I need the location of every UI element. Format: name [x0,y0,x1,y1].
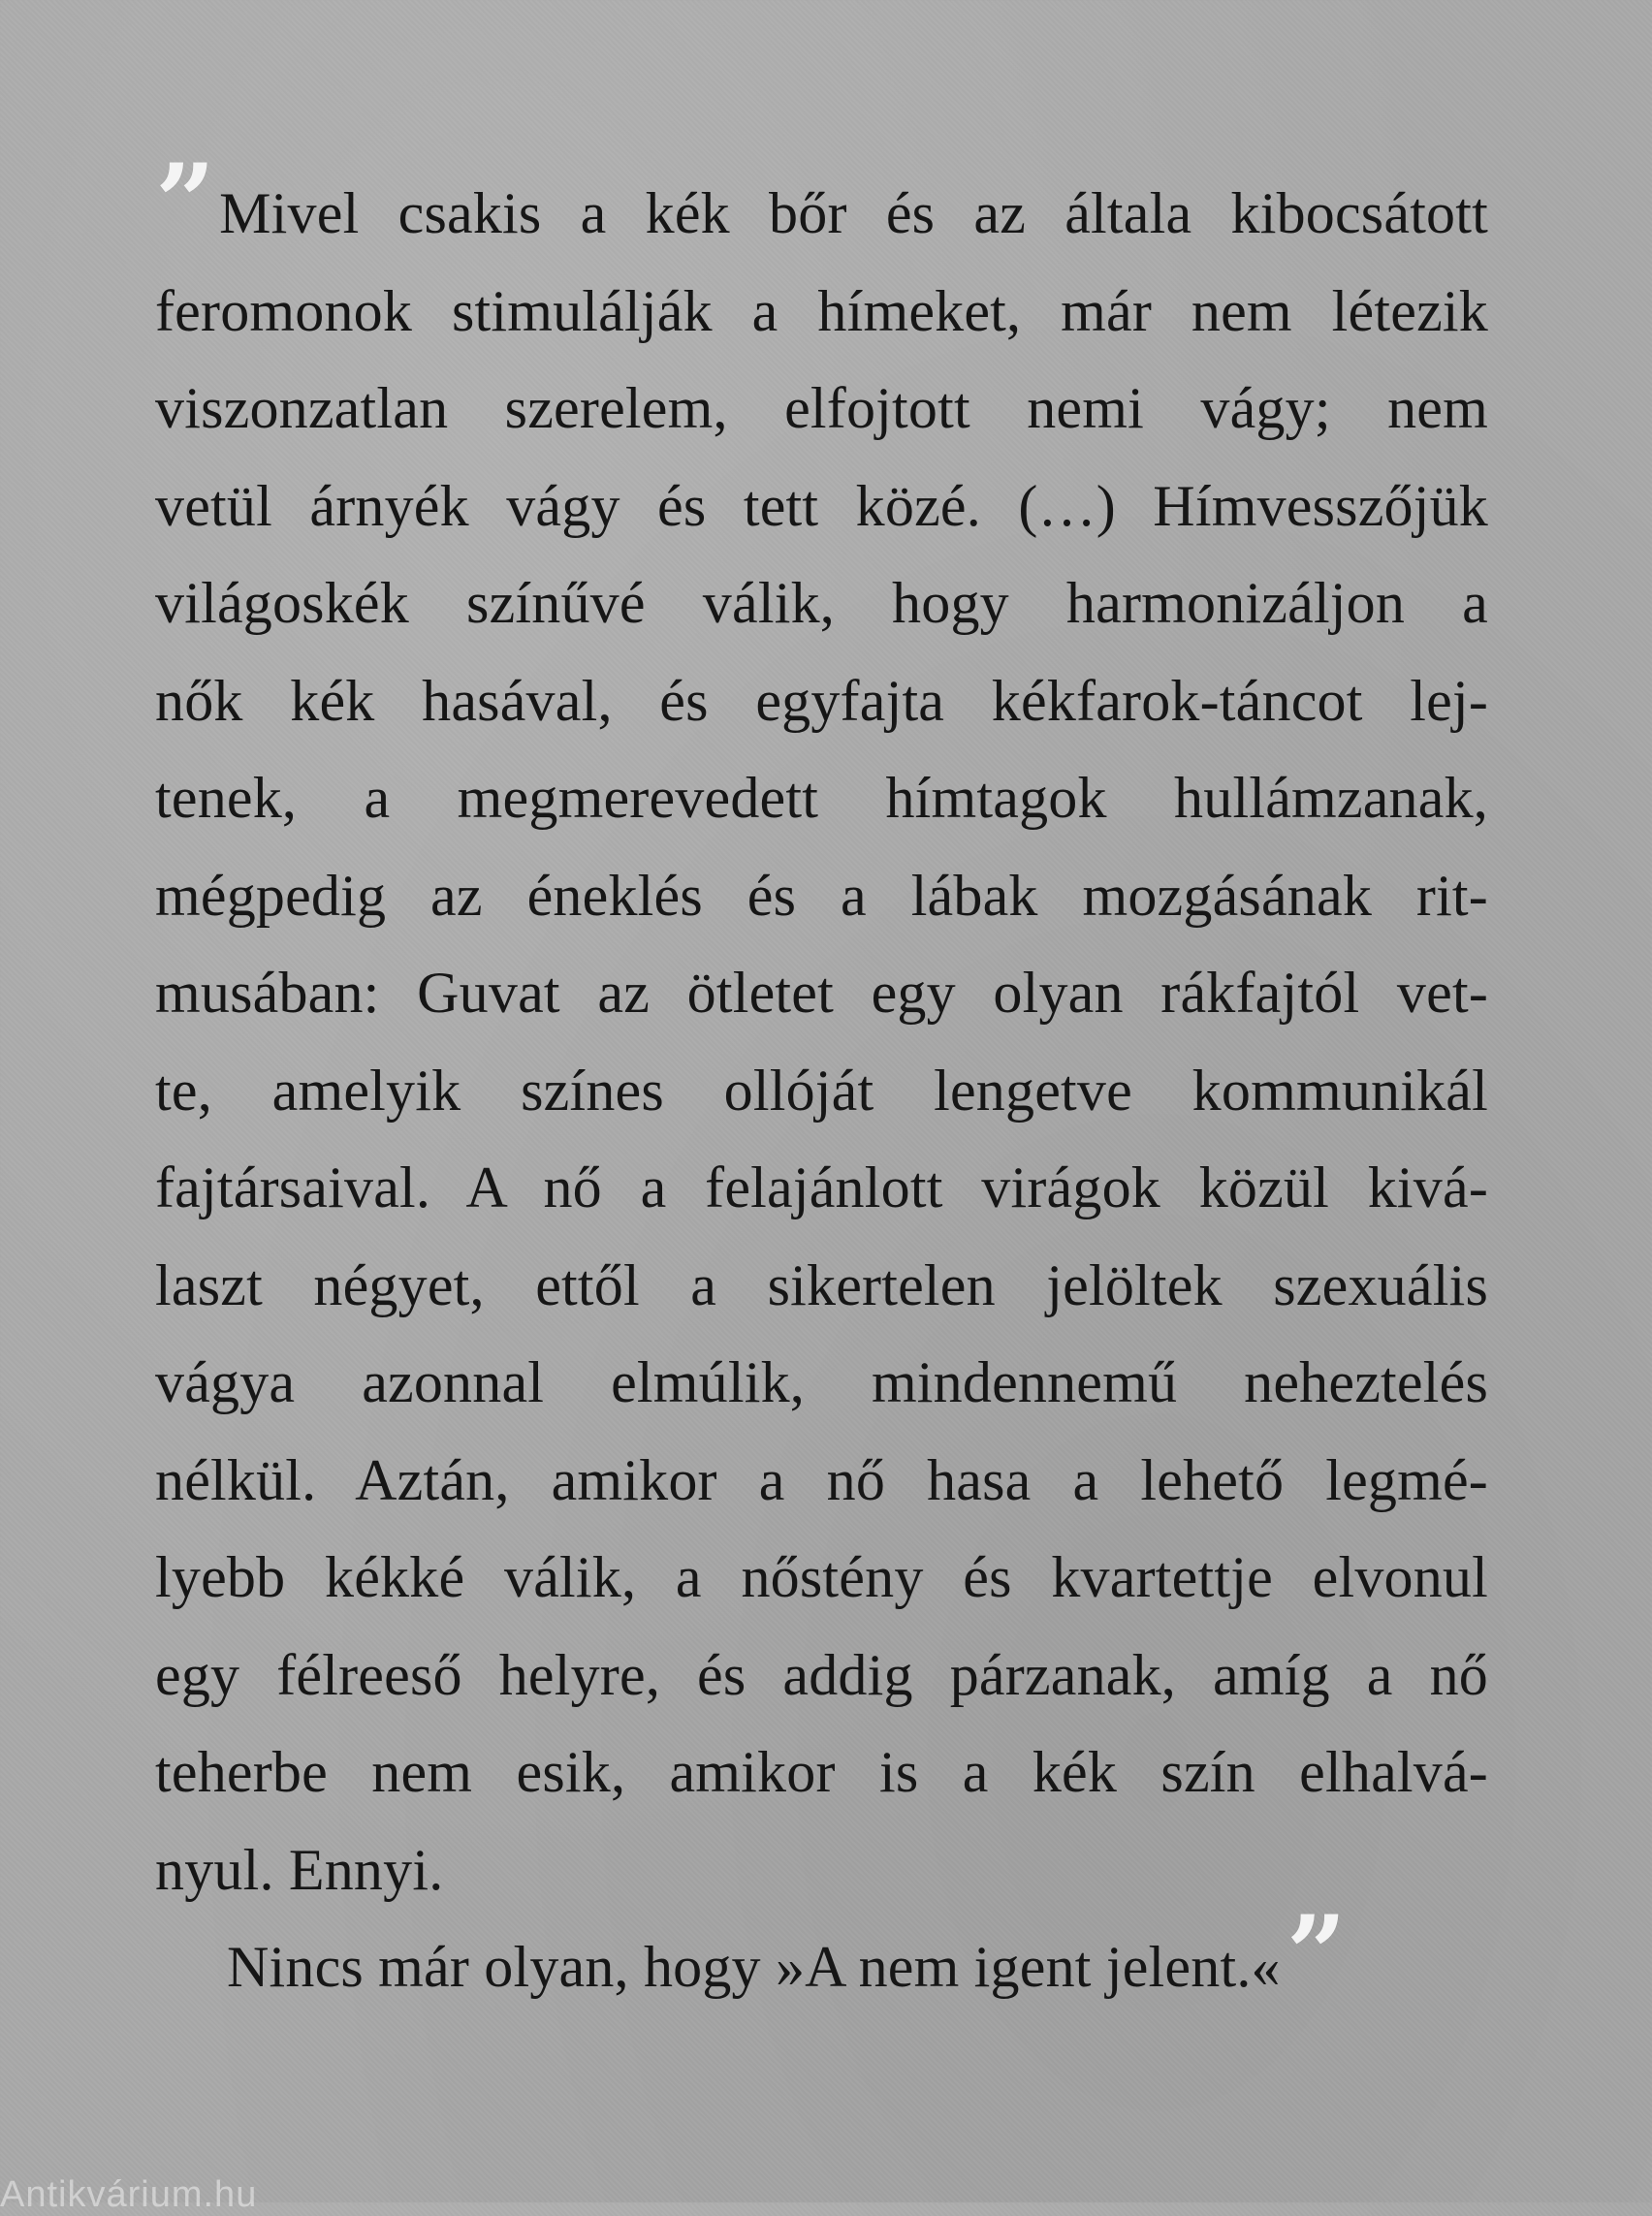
quote-line: tenek, a megmerevedett hímtagok hullámzanak, [155,766,1488,830]
quote-line: musában: Guvat az ötletet egy olyan rákfajtól vet- [155,961,1488,1025]
quote-line: feromonok stimulálják a hímeket, már nem létezik [155,278,1488,343]
quote-line: fajtársaival. A nő a felajánlott virágok közül kivá- [155,1155,1488,1219]
quote-closing-line: Nincs már olyan, hogy »A nem igent jelent.«” [227,1893,1341,2015]
open-quote-mark: ” [155,142,210,264]
close-quote-mark: ” [1286,1893,1341,2015]
quote-line: világoskék színűvé válik, hogy harmonizáljon a [155,571,1488,635]
quote-line: viszonzatlan szerelem, elfojtott nemi vágy; nem [155,376,1488,440]
quote-line: vágya azonnal elmúlik, mindennemű neheztelés [155,1350,1488,1414]
quote-line: nélkül. Aztán, amikor a nő hasa a lehető legmé- [155,1447,1488,1512]
quote-line: ” Mivel csakis a kék bőr és az általa kibocsátott [155,142,1488,264]
quote-line: nők kék hasával, és egyfajta kékfarok-táncot lej- [155,668,1488,733]
quote-line: teherbe nem esik, amikor is a kék szín elhalvá- [155,1740,1488,1804]
quote-line: laszt négyet, ettől a sikertelen jelöltek szexuális [155,1252,1488,1317]
watermark-text: Antikvárium.hu [0,2174,258,2215]
quote-line: mégpedig az éneklés és a lábak mozgásának rit- [155,863,1488,928]
quote-line: lyebb kékké válik, a nőstény és kvartettje elvonul [155,1545,1488,1609]
quote-block [155,142,1488,2016]
quote-line: egy félreeső helyre, és addig párzanak, amíg a nő [155,1642,1488,1707]
quote-line: vetül árnyék vágy és tett közé. (…) Hímvesszőjük [155,473,1488,538]
quote-line: nyul. Ennyi. [155,1837,444,1902]
quote-line: te, amelyik színes ollóját lengetve kommunikál [155,1058,1488,1123]
